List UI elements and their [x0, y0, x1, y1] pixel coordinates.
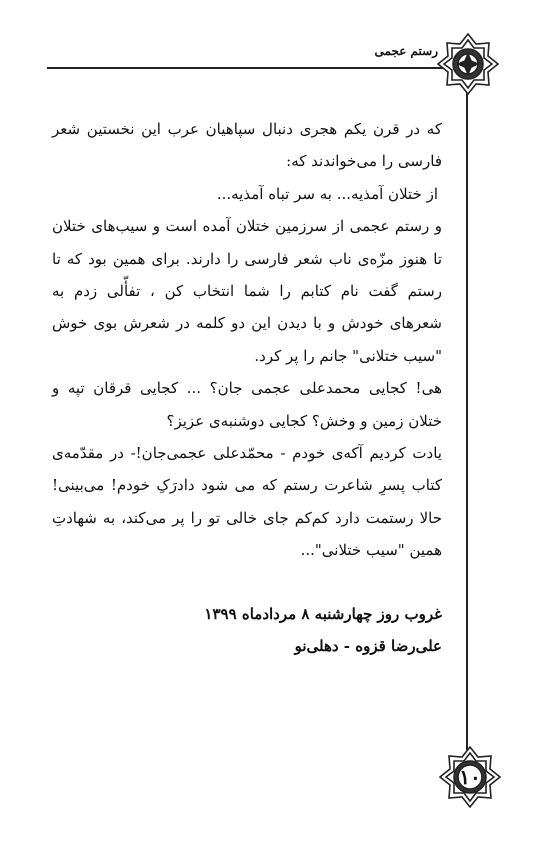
text-line: که در قرن یکم هجری دنبال سپاهیان عرب این نخستین شعر: [52, 120, 442, 138]
ornament-rosette-icon: [436, 32, 500, 96]
text-line: به شعرهای خودش و با دیدن این دو کلمه در شعرش بوی: [52, 282, 442, 333]
text-line: به شهادتِ همین "سیب ختلانی"...: [52, 508, 442, 560]
page-number: ۱۰: [459, 765, 481, 789]
paragraph: [52, 178, 442, 210]
text-line: بود که تا رستم گفت نام کتابم را شما انتخاب کن ، تفأّلی زدم: [52, 249, 442, 301]
body-text: [52, 113, 442, 567]
signature-author: علی‌رضا قزوه - دهلی‌نو: [294, 637, 442, 655]
header-rule: [47, 67, 465, 69]
running-title: رستم عجمی: [374, 44, 438, 58]
text-line: فارسی را می‌خواندند که:: [286, 152, 442, 171]
text-line: مقدّمه‌ی کتاب پسرِ شاعرت رستم که می شود دادرَکِ خودم!: [52, 444, 442, 495]
paragraph: [52, 113, 442, 178]
text-line: ختلان تا هنوز مزّه‌ی ناب شعر فارسی را دارند. برای همین: [52, 217, 442, 268]
margin-rule: [466, 82, 468, 750]
paragraph: [52, 437, 442, 567]
text-line: می‌بینی! حالا رستمت دارد کم‌کم جای خالی تو را پر می‌کند،: [52, 476, 442, 527]
signature-date: غروب روز چهارشنبه ۸ مردادماه ۱۳۹۹: [204, 605, 442, 623]
paragraph: [52, 210, 442, 372]
paragraph: [52, 372, 442, 437]
text-line: یادت کردیم آکه‌ی خودم - محمّدعلی عجمی‌جان!- در: [110, 444, 442, 463]
text-line: هی! کجایی محمدعلی عجمی جان؟ ... کجایی قرقان تپه و: [52, 379, 442, 398]
text-line: خوش "سیب ختلانی" جانم را پر کرد.: [52, 314, 442, 365]
text-line: ختلان زمین و وخش؟ کجایی دوشنبه‌ی عزیز؟: [166, 411, 442, 430]
text-line: از ختلان آمذیه... به سر تباه آمذیه...: [216, 184, 438, 203]
page-number-rosette: [438, 745, 502, 809]
signature-block: [52, 598, 442, 662]
text-line: و رستم عجمی از سرزمین ختلان آمده است و سیب‌های: [91, 217, 442, 236]
